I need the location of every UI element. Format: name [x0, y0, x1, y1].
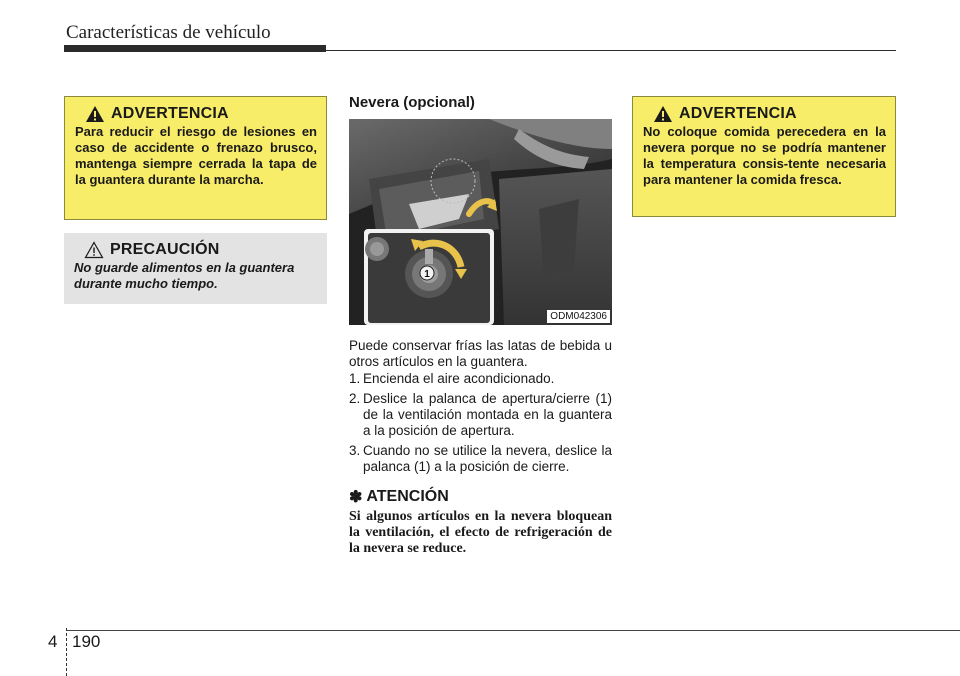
footer-rule [66, 630, 960, 631]
step-text: Cuando no se utilice la nevera, deslice la palanca (1) a la posición de cierre. [363, 443, 612, 474]
warning-header [653, 105, 886, 123]
warning-header [85, 105, 317, 123]
page-header-title: Características de vehículo [66, 22, 271, 43]
caution-text: No guarde alimentos en la guantera durante mucho tiempo. [74, 260, 295, 291]
figure-caption: ODM042306 [547, 310, 610, 323]
caution-title: PRECAUCIÓN [110, 241, 220, 258]
warning-title: ADVERTENCIA [679, 105, 797, 122]
warning-text: No coloque comida perecedera en la nevera porque no se podría mantener la temperatura consis-tente necesaria para mantener la comida fresca. [643, 124, 886, 187]
step-item [349, 371, 612, 387]
figure-callout-number: 1 [424, 269, 430, 280]
warning-box-left [64, 96, 327, 220]
attention-title: ATENCIÓN [366, 488, 449, 505]
step-number: 3. [349, 443, 361, 458]
warning-triangle-icon [85, 105, 105, 123]
intro-paragraph: Puede conservar frías las latas de bebida u otros artículos en la guantera. [349, 338, 612, 369]
page-number: 190 [72, 632, 101, 651]
section-title: Nevera (opcional) [349, 94, 475, 111]
header-rule [326, 50, 896, 51]
warning-text: Para reducir el riesgo de lesiones en caso de accidente o frenazo brusco, mantenga siempre cerrada la tapa de la guantera durante la marcha. [75, 124, 317, 187]
caution-triangle-icon [84, 241, 104, 259]
warning-box-right [632, 96, 896, 217]
chapter-number: 4 [48, 632, 58, 651]
caution-header [84, 241, 318, 259]
step-item [349, 391, 612, 439]
steps-list [349, 371, 612, 479]
glovebox-cooler-illustration [349, 119, 612, 325]
step-item [349, 443, 612, 475]
step-number: 1. [349, 371, 361, 386]
caution-box [64, 233, 327, 304]
step-text: Deslice la palanca de apertura/cierre (1) de la ventilación montada en la guantera a la posición de apertura. [363, 391, 612, 438]
warning-title: ADVERTENCIA [111, 105, 229, 122]
asterisk-icon: ✽ [349, 489, 363, 506]
attention-heading [349, 487, 449, 507]
step-number: 2. [349, 391, 361, 406]
footer-separator [66, 628, 67, 676]
header-bar [64, 45, 326, 52]
warning-triangle-icon [653, 105, 673, 123]
attention-text: Si algunos artículos en la nevera bloquean la ventilación, el efecto de refrigeración de la nevera se reduce. [349, 509, 612, 556]
glovebox-drawing [349, 119, 612, 325]
step-text: Encienda el aire acondicionado. [363, 371, 555, 386]
